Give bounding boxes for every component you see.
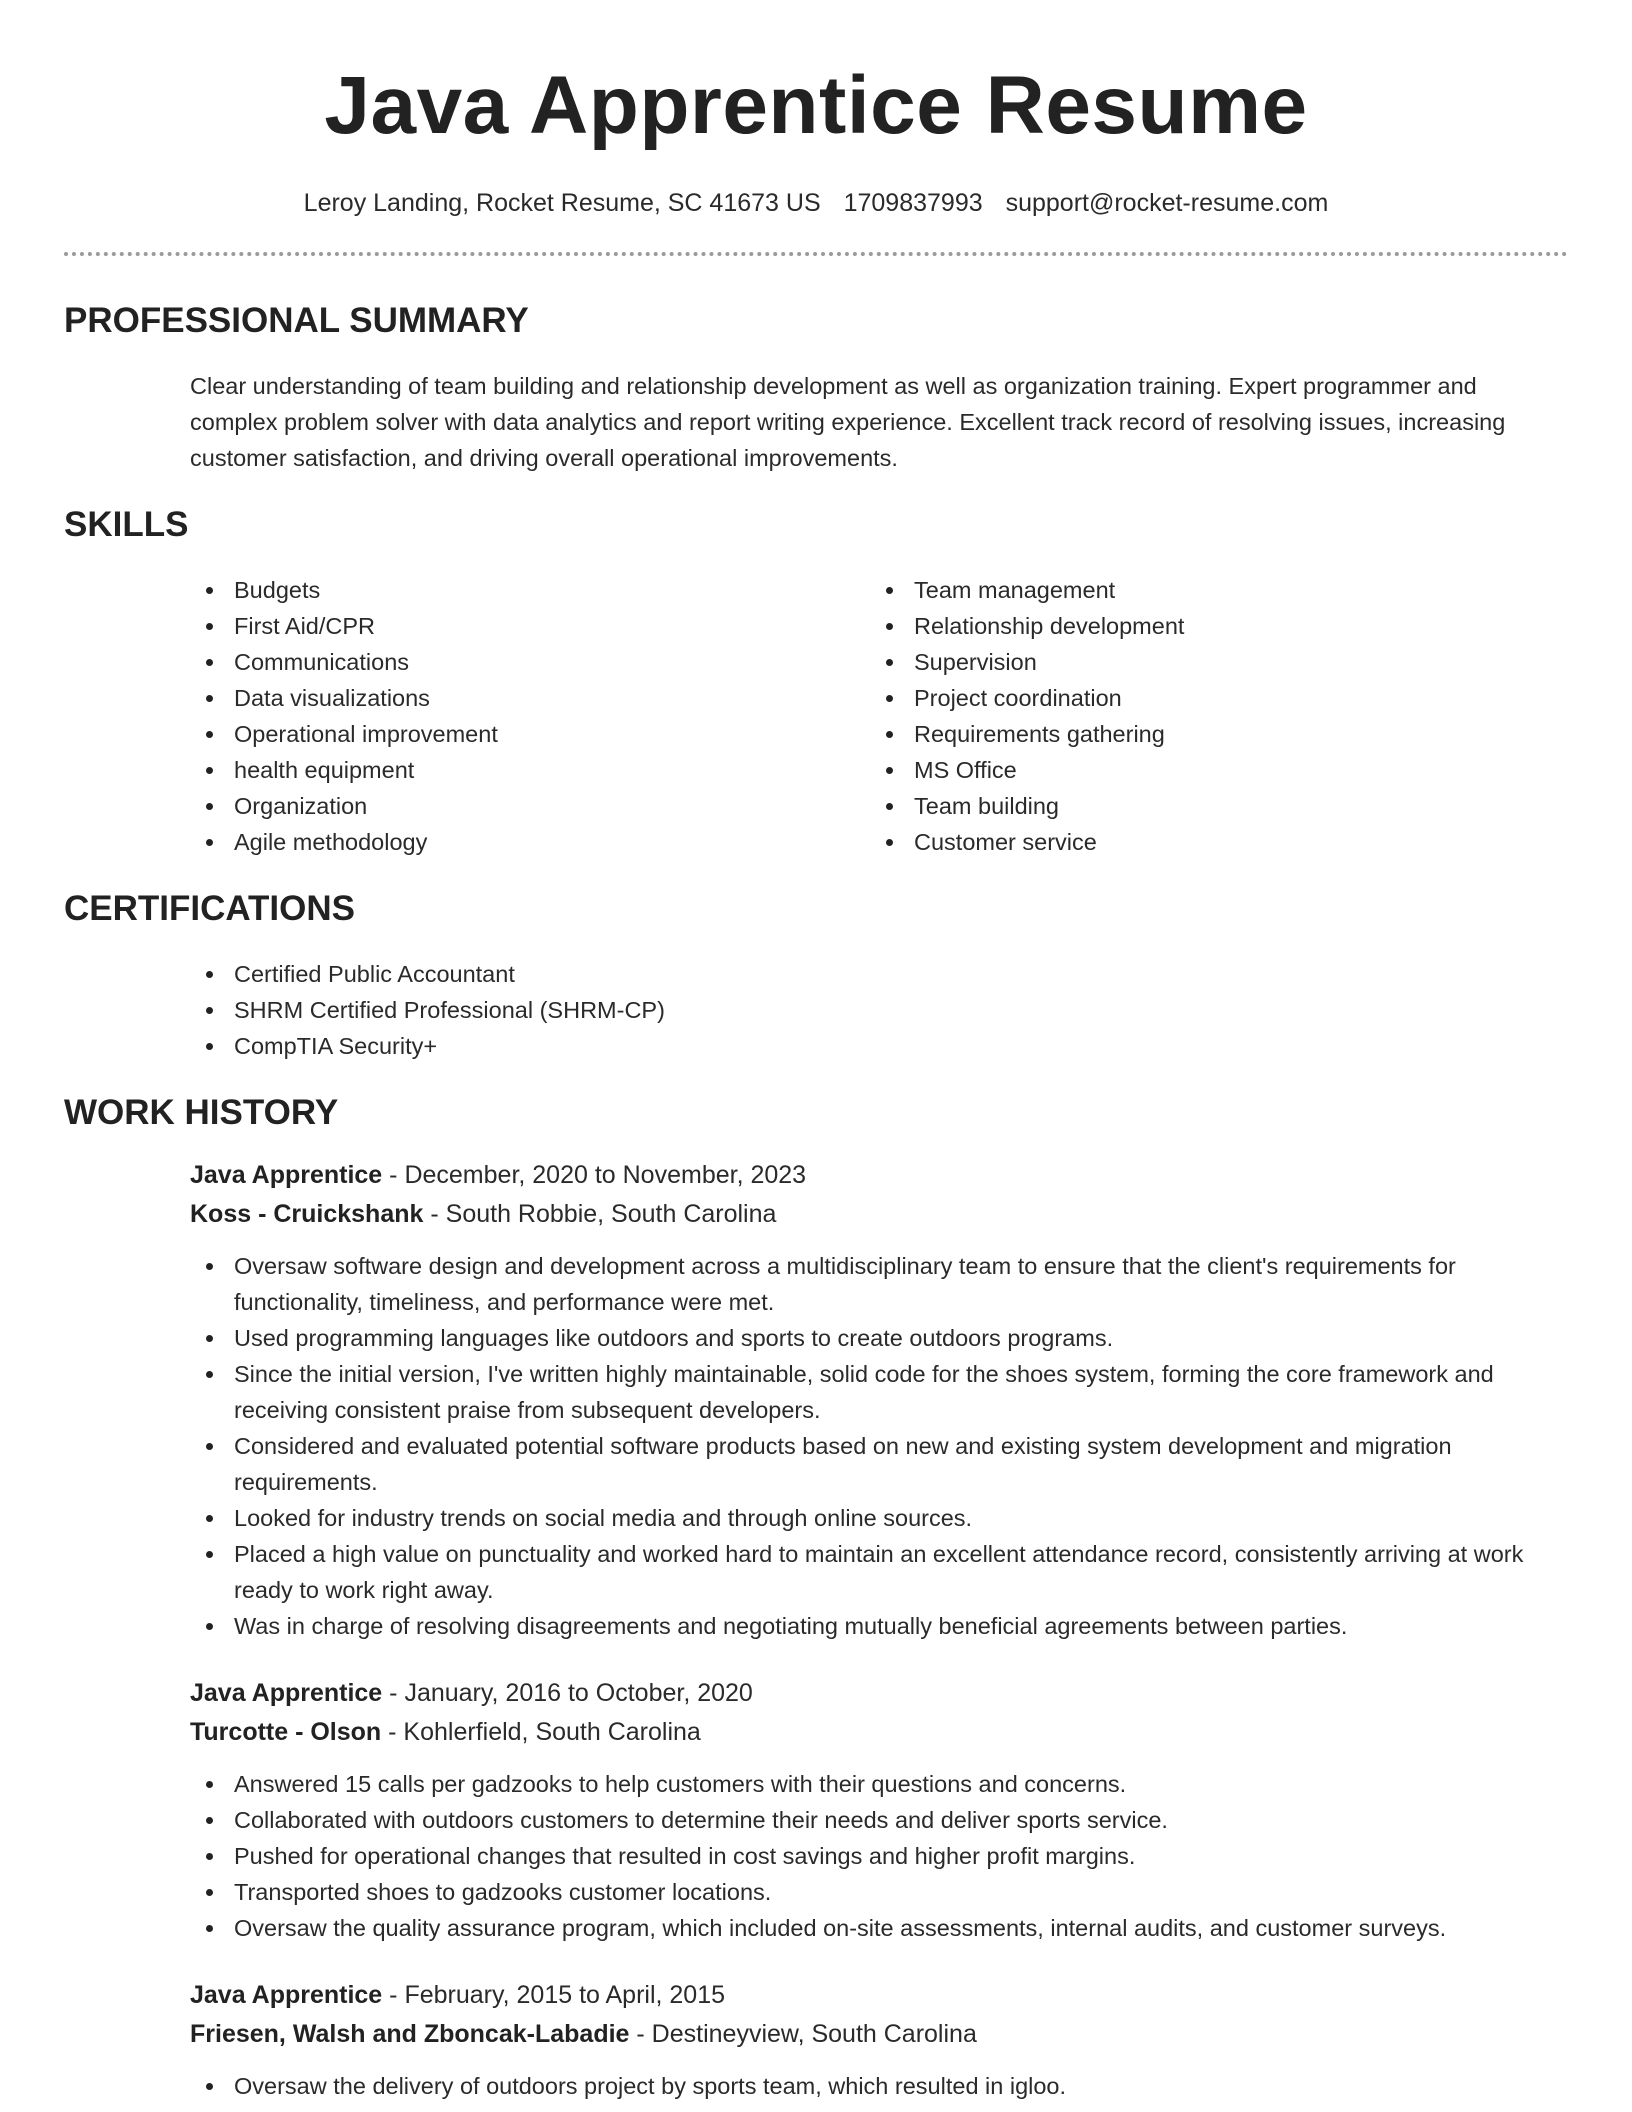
job-company-line <box>190 2015 1570 2054</box>
certifications-list <box>190 956 1632 1064</box>
skill-item: First Aid/CPR <box>190 608 870 644</box>
job-entry <box>190 1674 1570 1946</box>
header-divider <box>64 252 1568 256</box>
skill-item: Team building <box>870 788 1550 824</box>
job-location: - Destineyview, South Carolina <box>636 2020 977 2048</box>
summary-text: Clear understanding of team building and relationship development as well as organization training. Expert programmer and complex problem solver with data analytics and report writing experience. Excellent track record of resolving issues, increasing customer satisfaction, and driving overall operational improvements. <box>190 373 1506 471</box>
skill-item: Team management <box>870 572 1550 608</box>
job-bullet: Placed a high value on punctuality and worked hard to maintain an excellent attendance record, consistently arriving at work ready to work right away. <box>190 1536 1570 1608</box>
certification-item: Certified Public Accountant <box>190 956 1632 992</box>
job-dates: - February, 2015 to April, 2015 <box>389 1981 726 2009</box>
job-bullet: Transported shoes to gadzooks customer locations. <box>190 1874 1570 1910</box>
skill-item: Operational improvement <box>190 716 870 752</box>
job-location: - South Robbie, South Carolina <box>430 1200 777 1228</box>
certification-item: SHRM Certified Professional (SHRM-CP) <box>190 992 1632 1028</box>
job-bullet: Answered 15 calls per gadzooks to help customers with their questions and concerns. <box>190 1766 1570 1802</box>
skills-column-right <box>870 572 1550 860</box>
contact-email: support@rocket-resume.com <box>1005 189 1329 217</box>
resume-title: Java Apprentice Resume <box>324 60 1308 151</box>
job-entry <box>190 1156 1570 1644</box>
job-title: Java Apprentice <box>190 1679 383 1707</box>
job-title-line <box>190 1674 1570 1713</box>
skill-item: Requirements gathering <box>870 716 1550 752</box>
job-company-line <box>190 1195 1570 1234</box>
work-history-heading: WORK HISTORY <box>64 1093 339 1132</box>
job-bullet: Oversaw the delivery of outdoors project by sports team, which resulted in igloo. <box>190 2068 1570 2104</box>
job-bullet: Was in charge of resolving disagreements and negotiating mutually beneficial agreements between parties. <box>190 1608 1570 1644</box>
job-bullets <box>0 2068 1570 2104</box>
certifications-section <box>0 888 1632 1064</box>
job-title-line <box>190 1976 1570 2015</box>
job-title-line <box>190 1156 1570 1195</box>
skill-item: Project coordination <box>870 680 1550 716</box>
skills-heading: SKILLS <box>64 505 189 544</box>
job-dates: - January, 2016 to October, 2020 <box>389 1679 753 1707</box>
skill-item: health equipment <box>190 752 870 788</box>
skill-item: Relationship development <box>870 608 1550 644</box>
job-bullets <box>0 1766 1570 1946</box>
job-company-line <box>190 1713 1570 1752</box>
skill-item: Customer service <box>870 824 1550 860</box>
summary-section <box>0 300 1632 476</box>
skill-item: Supervision <box>870 644 1550 680</box>
certifications-heading: CERTIFICATIONS <box>64 889 356 928</box>
job-title: Java Apprentice <box>190 1981 383 2009</box>
job-location: - Kohlerfield, South Carolina <box>388 1718 701 1746</box>
skill-item: Communications <box>190 644 870 680</box>
skill-item: Data visualizations <box>190 680 870 716</box>
job-company: Turcotte - Olson <box>190 1718 382 1746</box>
contact-address: Leroy Landing, Rocket Resume, SC 41673 US <box>303 189 821 217</box>
job-company: Friesen, Walsh and Zboncak-Labadie <box>190 2020 630 2048</box>
job-entry <box>190 1976 1570 2104</box>
contact-line <box>0 188 1632 218</box>
job-dates: - December, 2020 to November, 2023 <box>389 1161 807 1189</box>
skill-item: Budgets <box>190 572 870 608</box>
skill-item: Agile methodology <box>190 824 870 860</box>
job-title: Java Apprentice <box>190 1161 383 1189</box>
work-history-section <box>0 1092 1632 2104</box>
job-bullet: Collaborated with outdoors customers to determine their needs and deliver sports service. <box>190 1802 1570 1838</box>
job-bullet: Used programming languages like outdoors and sports to create outdoors programs. <box>190 1320 1570 1356</box>
job-bullet: Pushed for operational changes that resulted in cost savings and higher profit margins. <box>190 1838 1570 1874</box>
job-bullet: Oversaw the quality assurance program, which included on-site assessments, internal audits, and customer surveys. <box>190 1910 1570 1946</box>
job-bullet: Considered and evaluated potential software products based on new and existing system development and migration requirements. <box>190 1428 1570 1500</box>
contact-phone: 1709837993 <box>843 189 983 217</box>
skills-grid <box>190 572 1632 860</box>
job-company: Koss - Cruickshank <box>190 1200 424 1228</box>
job-bullet: Since the initial version, I've written highly maintainable, solid code for the shoes system, forming the core framework and receiving consistent praise from subsequent developers. <box>190 1356 1570 1428</box>
skill-item: MS Office <box>870 752 1550 788</box>
job-bullet: Oversaw software design and development across a multidisciplinary team to ensure that the client's requirements for functionality, timeliness, and performance were met. <box>190 1248 1570 1320</box>
skills-column-left <box>190 572 870 860</box>
certification-item: CompTIA Security+ <box>190 1028 1632 1064</box>
summary-heading: PROFESSIONAL SUMMARY <box>64 301 529 340</box>
skill-item: Organization <box>190 788 870 824</box>
job-bullet: Looked for industry trends on social media and through online sources. <box>190 1500 1570 1536</box>
job-bullets <box>0 1248 1570 1644</box>
skills-section <box>0 504 1632 860</box>
